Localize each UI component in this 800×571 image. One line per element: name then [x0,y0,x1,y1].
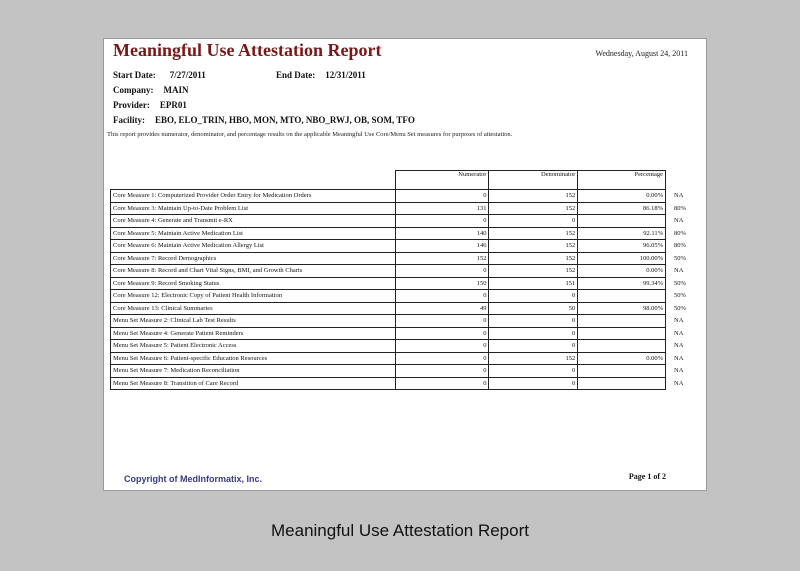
copyright-text: Copyright of MedInformatix, Inc. [124,474,263,484]
percentage-cell: 0.00% [578,352,666,365]
percentage-cell [578,290,666,303]
page-number: Page 1 of 2 [628,472,666,481]
threshold-cell: 50% [674,279,686,287]
denominator-cell: 50 [489,302,578,315]
company-line [113,85,189,95]
report-page [103,38,707,491]
numerator-cell: 0 [395,265,489,278]
threshold-cell: 50% [674,292,686,300]
percentage-cell: 99.34% [578,277,666,290]
denominator-cell: 152 [489,202,578,215]
denominator-cell: 0 [489,315,578,328]
threshold-header-blank [666,171,706,190]
numerator-cell: 150 [395,277,489,290]
end-date-line [276,70,366,80]
denominator-cell: 152 [489,227,578,240]
percentage-cell: 96.05% [578,240,666,253]
measure-cell: Core Measure 12: Electronic Copy of Patient Health Information [111,290,396,303]
numerator-cell: 0 [395,215,489,228]
company-value: MAIN [163,85,189,95]
measure-cell: Core Measure 6: Maintain Active Medication Allergy List [111,240,396,253]
denominator-cell: 0 [489,340,578,353]
percentage-header: Percentage [578,171,666,190]
table-row [111,190,706,203]
threshold-cell: 50% [674,304,686,312]
numerator-cell: 0 [395,315,489,328]
measure-cell: Menu Set Measure 6: Patient-specific Education Resources [111,352,396,365]
denominator-cell: 0 [489,215,578,228]
table-row [111,340,706,353]
table-row [111,352,706,365]
threshold-cell: NA [674,192,684,200]
table-header-row [111,171,706,190]
numerator-cell: 152 [395,252,489,265]
numerator-cell: 0 [395,190,489,203]
denominator-cell: 0 [489,377,578,390]
measure-cell: Core Measure 13: Clinical Summaries [111,302,396,315]
measure-cell: Menu Set Measure 5: Patient Electronic Access [111,340,396,353]
threshold-cell: 80% [674,204,686,212]
percentage-cell: 0.00% [578,265,666,278]
measure-cell: Core Measure 3: Maintain Up-to-Date Problem List [111,202,396,215]
percentage-cell: 98.00% [578,302,666,315]
measure-cell: Menu Set Measure 7: Medication Reconciliation [111,365,396,378]
table-row [111,290,706,303]
denominator-cell: 152 [489,190,578,203]
numerator-cell: 140 [395,227,489,240]
table-row [111,252,706,265]
denominator-cell: 152 [489,352,578,365]
image-caption: Meaningful Use Attestation Report [271,521,529,540]
end-date-label: End Date: [276,70,316,80]
table-row [111,215,706,228]
threshold-cell: NA [674,342,684,350]
measure-cell: Core Measure 5: Maintain Active Medication List [111,227,396,240]
facility-label: Facility: [113,115,145,125]
measures-table [110,170,706,390]
provider-label: Provider: [113,100,150,110]
report-description: This report provides numerator, denominator, and percentage results on the applicable Meaningful Use Core/Menu Set measures for purposes of attestation. [107,131,513,138]
measure-cell: Core Measure 1: Computerized Provider Order Entry for Medication Orders [111,190,396,203]
table-row [111,265,706,278]
report-title: Meaningful Use Attestation Report [113,40,382,60]
numerator-header: Numerator [395,171,489,190]
percentage-cell [578,377,666,390]
numerator-cell: 0 [395,377,489,390]
company-label: Company: [113,85,154,95]
percentage-cell [578,215,666,228]
percentage-cell [578,340,666,353]
start-date-line [113,70,206,80]
start-date-label: Start Date: [113,70,156,80]
measure-cell: Core Measure 4: Generate and Transmit e-RX [111,215,396,228]
table-row [111,365,706,378]
header-blank-cell [111,171,396,190]
percentage-cell [578,365,666,378]
percentage-cell: 0.00% [578,190,666,203]
table-row [111,202,706,215]
table-row [111,240,706,253]
table-row [111,302,706,315]
numerator-cell: 0 [395,327,489,340]
threshold-cell: NA [674,217,684,225]
numerator-cell: 146 [395,240,489,253]
percentage-cell: 92.11% [578,227,666,240]
numerator-cell: 49 [395,302,489,315]
report-date: Wednesday, August 24, 2011 [595,49,688,58]
percentage-cell: 86.18% [578,202,666,215]
denominator-cell: 152 [489,240,578,253]
provider-line [113,100,187,110]
percentage-cell [578,315,666,328]
end-date-value: 12/31/2011 [325,70,366,80]
table-row [111,327,706,340]
denominator-cell: 0 [489,290,578,303]
threshold-cell: NA [674,379,684,387]
numerator-cell: 131 [395,202,489,215]
threshold-cell: NA [674,317,684,325]
threshold-cell: 80% [674,242,686,250]
measure-cell: Core Measure 8: Record and Chart Vital Signs, BMI, and Growth Charts [111,265,396,278]
threshold-cell: NA [674,367,684,375]
start-date-value: 7/27/2011 [169,70,206,80]
numerator-cell: 0 [395,365,489,378]
threshold-cell: NA [674,329,684,337]
table-row [111,277,706,290]
numerator-cell: 0 [395,290,489,303]
threshold-cell: 50% [674,254,686,262]
measure-cell: Menu Set Measure 2: Clinical Lab Test Results [111,315,396,328]
facility-value: EBO, ELO_TRIN, HBO, MON, MTO, NBO_RWJ, OB, SOM, TFO [155,115,415,125]
measure-cell: Menu Set Measure 8: Transition of Care Record [111,377,396,390]
table-row [111,315,706,328]
denominator-cell: 0 [489,365,578,378]
table-row [111,227,706,240]
measure-cell: Menu Set Measure 4: Generate Patient Reminders [111,327,396,340]
percentage-cell [578,327,666,340]
provider-value: EPR01 [159,100,187,110]
facility-line [113,115,415,125]
table-row [111,377,706,390]
denominator-cell: 152 [489,265,578,278]
denominator-header: Denominator [489,171,578,190]
measure-cell: Core Measure 9: Record Smoking Status [111,277,396,290]
denominator-cell: 151 [489,277,578,290]
measure-cell: Core Measure 7: Record Demographics [111,252,396,265]
percentage-cell: 100.00% [578,252,666,265]
threshold-cell: NA [674,354,684,362]
numerator-cell: 0 [395,352,489,365]
denominator-cell: 0 [489,327,578,340]
threshold-cell: 80% [674,229,686,237]
threshold-cell: NA [674,267,684,275]
denominator-cell: 152 [489,252,578,265]
numerator-cell: 0 [395,340,489,353]
